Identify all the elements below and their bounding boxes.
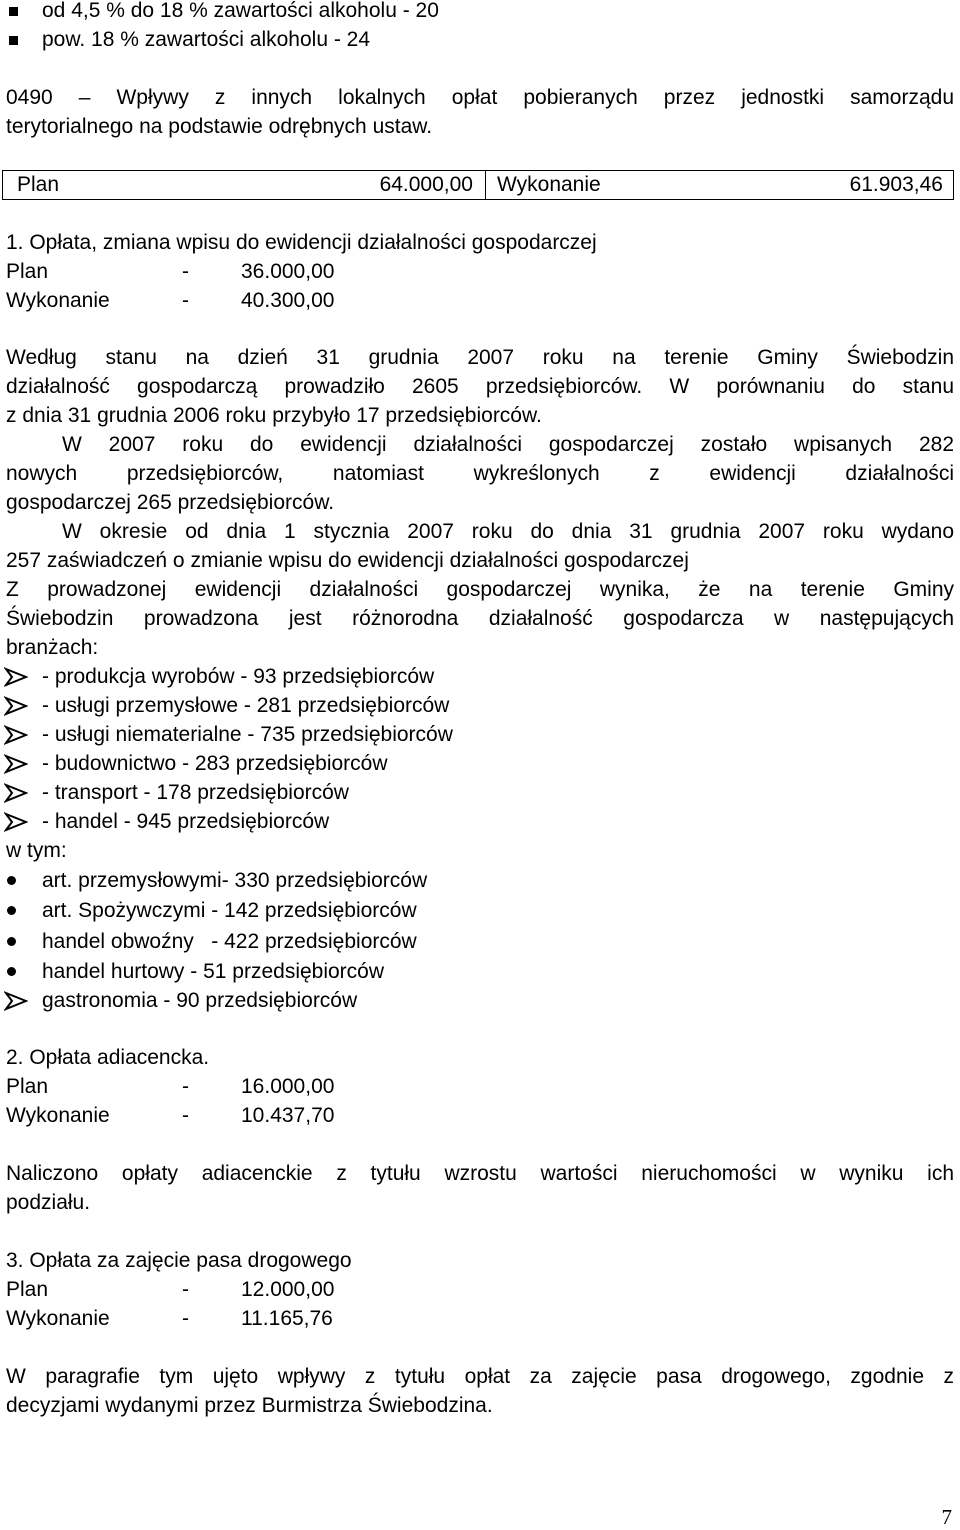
paragraph-line: W 2007 roku do ewidencji działalności gospodarczej zostało wpisanych 282 (62, 433, 954, 456)
plan-value: 36.000,00 (241, 260, 335, 283)
dash: - (182, 1278, 189, 1301)
paragraph-line: podziału. (6, 1191, 91, 1214)
paragraph-line: Świebodzin prowadzona jest różnorodna działalność gospodarcza w następujących (6, 607, 954, 630)
exec-label: Wykonanie (497, 173, 601, 196)
paragraph-line: nowych przedsiębiorców, natomiast wykreślonych z ewidencji działalności (6, 462, 954, 485)
exec-label: Wykonanie (6, 289, 110, 312)
list-item: - budownictwo - 283 przedsiębiorców (42, 752, 388, 775)
page-number: 7 (941, 1505, 952, 1529)
dash: - (182, 1307, 189, 1330)
square-bullet-icon (9, 7, 18, 16)
arrow-bullet-icon (4, 725, 28, 745)
arrow-bullet-icon (4, 783, 28, 803)
bullet-item: od 4,5 % do 18 % zawartości alkoholu - 20 (42, 0, 439, 22)
bullet-item: pow. 18 % zawartości alkoholu - 24 (42, 28, 371, 51)
plan-label: Plan (6, 1075, 49, 1098)
paragraph-line: decyzjami wydanymi przez Burmistrza Świebodzina. (6, 1394, 493, 1417)
list-item: - produkcja wyrobów - 93 przedsiębiorców (42, 665, 435, 688)
list-item: - transport - 178 przedsiębiorców (42, 781, 349, 804)
exec-label: Wykonanie (6, 1104, 110, 1127)
dash: - (182, 1104, 189, 1127)
paragraph-line: 257 zaświadczeń o zmianie wpisu do ewidencji działalności gospodarczej (6, 549, 689, 572)
arrow-bullet-icon (4, 696, 28, 716)
arrow-bullet-icon (4, 754, 28, 774)
exec-value: 11.165,76 (241, 1307, 333, 1330)
list-item: - handel - 945 przedsiębiorców (42, 810, 330, 833)
round-bullet-icon (7, 876, 16, 885)
exec-label: Wykonanie (6, 1307, 110, 1330)
list-item: gastronomia - 90 przedsiębiorców (42, 989, 358, 1012)
plan-summary-box (2, 170, 954, 200)
exec-value: 40.300,00 (241, 289, 335, 312)
list-item: art. przemysłowymi- 330 przedsiębiorców (42, 869, 428, 892)
exec-value: 61.903,46 (849, 173, 943, 196)
paragraph-line: Z prowadzonej ewidencji działalności gospodarczej wynika, że na terenie Gminy (6, 578, 954, 601)
plan-label: Plan (6, 260, 49, 283)
paragraph-line: W paragrafie tym ujęto wpływy z tytułu opłat za zajęcie pasa drogowego, zgodnie z (6, 1365, 954, 1388)
dash: - (182, 1075, 189, 1098)
exec-value: 10.437,70 (241, 1104, 335, 1127)
item-title: 3. Opłata za zajęcie pasa drogowego (6, 1249, 352, 1272)
section-heading-cont: terytorialnego na podstawie odrębnych ustaw. (6, 115, 433, 138)
round-bullet-icon (7, 906, 16, 915)
list-item: art. Spożywczymi - 142 przedsiębiorców (42, 899, 417, 922)
paragraph-line: z dnia 31 grudnia 2006 roku przybyło 17 przedsiębiorców. (6, 404, 542, 427)
list-item: - usługi niematerialne - 735 przedsiębiorców (42, 723, 453, 746)
section-heading: 0490 – Wpływy z innych lokalnych opłat pobieranych przez jednostki samorządu (6, 86, 954, 109)
plan-label: Plan (17, 173, 60, 196)
paragraph-line: gospodarczej 265 przedsiębiorców. (6, 491, 335, 514)
paragraph-line: działalność gospodarczą prowadziło 2605 przedsiębiorców. W porównaniu do stanu (6, 375, 954, 398)
paragraph-line: branżach: (6, 636, 99, 659)
list-item: handel hurtowy - 51 przedsiębiorców (42, 960, 385, 983)
paragraph-line: Naliczono opłaty adiacenckie z tytułu wzrostu wartości nieruchomości w wyniku ich (6, 1162, 954, 1185)
item-title: 1. Opłata, zmiana wpisu do ewidencji działalności gospodarczej (6, 231, 597, 254)
item-title: 2. Opłata adiacencka. (6, 1046, 210, 1069)
arrow-bullet-icon (4, 667, 28, 687)
list-item: - usługi przemysłowe - 281 przedsiębiorców (42, 694, 450, 717)
cell-divider (485, 171, 486, 199)
round-bullet-icon (7, 967, 16, 976)
paragraph-line: W okresie od dnia 1 stycznia 2007 roku do dnia 31 grudnia 2007 roku wydano (62, 520, 954, 543)
square-bullet-icon (9, 36, 18, 45)
arrow-bullet-icon (4, 812, 28, 832)
list-item: handel obwoźny - 422 przedsiębiorców (42, 930, 417, 953)
dash: - (182, 289, 189, 312)
plan-label: Plan (6, 1278, 49, 1301)
plan-value: 16.000,00 (241, 1075, 335, 1098)
plan-value: 12.000,00 (241, 1278, 335, 1301)
plan-value: 64.000,00 (379, 173, 473, 196)
round-bullet-icon (7, 937, 16, 946)
paragraph-line: Według stanu na dzień 31 grudnia 2007 roku na terenie Gminy Świebodzin (6, 346, 954, 369)
arrow-bullet-icon (4, 991, 28, 1011)
dash: - (182, 260, 189, 283)
list-subheading: w tym: (6, 839, 67, 862)
